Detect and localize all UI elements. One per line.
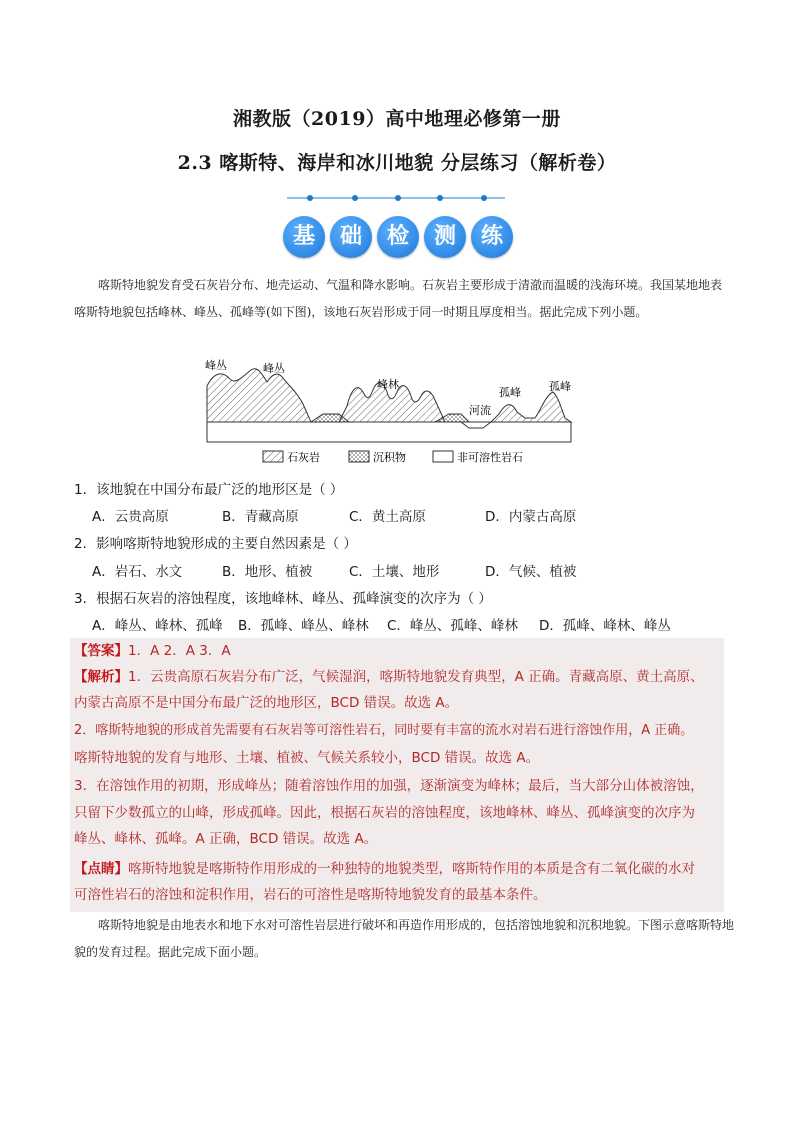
option[interactable]: C．土壤、地形	[349, 564, 440, 580]
option[interactable]: B．地形、植被	[222, 564, 313, 580]
section-badge: 础	[330, 216, 372, 258]
karst-cross-section-figure	[199, 356, 579, 472]
point-a: 喀斯特地貌是喀斯特作用形成的一种独特的地貌类型，喀斯特作用的本质是含有二氧化碳的水对	[128, 861, 695, 877]
analysis-3b: 只留下少数孤立的山峰，形成孤峰。因此，根据石灰岩的溶蚀程度，该地峰林、峰丛、孤峰演变的次序为	[74, 805, 695, 821]
label-peak-forest: 峰林	[377, 378, 399, 391]
analysis-3c: 峰丛、峰林、孤峰。A 正确，BCD 错误。故选 A。	[74, 831, 378, 847]
label-isolated-peak-1: 孤峰	[499, 386, 521, 399]
title-divider	[287, 196, 505, 200]
analysis-1a: 1．云贵高原石灰岩分布广泛，气候湿润，喀斯特地貌发育典型，A 正确。青藏高原、黄土高原、	[128, 669, 704, 685]
document-subtitle: 2.3 喀斯特、海岸和冰川地貌 分层练习（解析卷）	[177, 152, 617, 174]
question-1-stem: 1．该地貌在中国分布最广泛的地形区是（ ）	[74, 482, 344, 498]
analysis-1b: 内蒙古高原不是中国分布最广泛的地形区，BCD 错误。故选 A。	[74, 695, 459, 711]
point-tag: 【点睛】	[74, 861, 128, 877]
option[interactable]: D．孤峰、峰林、峰丛	[539, 618, 671, 634]
analysis-2b: 喀斯特地貌的发育与地形、土壤、植被、气候关系较小，BCD 错误。故选 A。	[74, 750, 540, 766]
section-badge: 练	[471, 216, 513, 258]
option[interactable]: B．青藏高原	[222, 509, 299, 525]
option[interactable]: D．内蒙古高原	[485, 509, 577, 525]
section-badge: 检	[377, 216, 419, 258]
outro-paragraph: 喀斯特地貌是由地表水和地下水对可溶性岩层进行破坏和再造作用形成的，包括溶蚀地貌和沉积地貌。下图示意喀斯特地貌的发育过程。据此完成下面小题。	[74, 918, 735, 959]
legend-non-soluble-rock: 非可溶性岩石	[457, 451, 523, 464]
answer-line	[74, 638, 726, 664]
analysis-3a: 3．在溶蚀作用的初期，形成峰丛；随着溶蚀作用的加强，逐渐演变为峰林；最后，当大部分山体被溶蚀，	[74, 778, 704, 794]
section-badge: 测	[424, 216, 466, 258]
intro-paragraph: 喀斯特地貌发育受石灰岩分布、地壳运动、气温和降水影响。石灰岩主要形成于清澈而温暖的浅海环境。我国某地地表喀斯特地貌包括峰林、峰丛、孤峰等(如下图)，该地石灰岩形成于同一时期且厚度相当。据此完成下列小题。	[74, 278, 723, 319]
analysis-2a: 2．喀斯特地貌的形成首先需要有石灰岩等可溶性岩石，同时要有丰富的流水对岩石进行溶蚀作用，A 正确。	[74, 723, 694, 738]
analysis-tag: 【解析】	[74, 669, 128, 685]
legend-limestone: 石灰岩	[287, 451, 320, 464]
question-3-stem: 3．根据石灰岩的溶蚀程度，该地峰林、峰丛、孤峰演变的次序为（ ）	[74, 591, 492, 607]
option[interactable]: A．云贵高原	[92, 509, 169, 525]
option[interactable]: B．孤峰、峰丛、峰林	[238, 618, 369, 634]
document-title: 湘教版（2019）高中地理必修第一册	[233, 108, 561, 130]
label-peak-cluster-2: 峰丛	[263, 362, 285, 375]
label-river: 河流	[469, 404, 491, 417]
label-peak-cluster-1: 峰丛	[205, 359, 227, 372]
point-line	[74, 856, 726, 882]
section-badge: 基	[283, 216, 325, 258]
option[interactable]: C．黄土高原	[349, 509, 426, 525]
option[interactable]: A．峰丛、峰林、孤峰	[92, 618, 223, 634]
label-isolated-peak-2: 孤峰	[549, 380, 571, 393]
option[interactable]: C．峰丛、孤峰、峰林	[387, 618, 518, 634]
option[interactable]: D．气候、植被	[485, 564, 577, 580]
point-b: 可溶性岩石的溶蚀和淀积作用，岩石的可溶性是喀斯特地貌发育的最基本条件。	[74, 887, 547, 903]
answer-tag: 【答案】	[74, 643, 128, 659]
option[interactable]: A．岩石、水文	[92, 564, 183, 580]
legend-sediment: 沉积物	[373, 451, 406, 464]
answer-text: 1．A 2．A 3．A	[128, 643, 231, 659]
analysis-line	[74, 664, 726, 690]
question-2-stem: 2．影响喀斯特地貌形成的主要自然因素是（ ）	[74, 536, 357, 552]
karst-diagram	[199, 356, 579, 472]
section-badges	[283, 216, 515, 262]
